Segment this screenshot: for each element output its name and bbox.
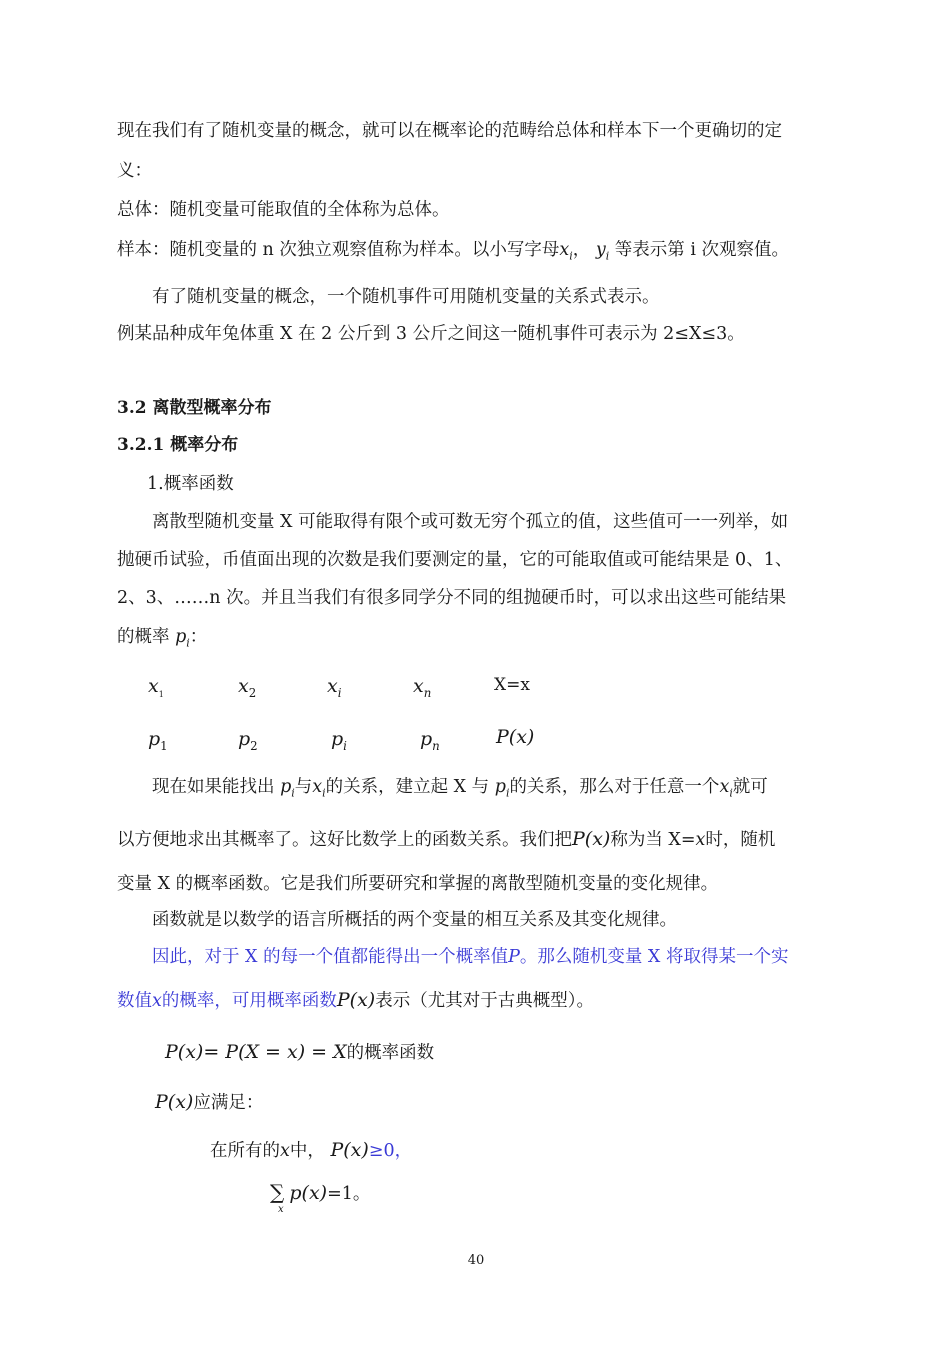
condition-sum xyxy=(270,1180,371,1215)
math-Px: P(x) xyxy=(330,1139,369,1161)
paragraph-line: 有了随机变量的概念，一个随机事件可用随机变量的关系式表示。 xyxy=(152,287,660,307)
math-xi: $x_i$ xyxy=(312,777,326,800)
text-span: 时，随机 xyxy=(705,830,776,850)
paragraph-line xyxy=(152,945,788,969)
text-span: 就可 xyxy=(732,777,768,797)
subsection-heading: 3.2.1 概率分布 xyxy=(117,435,239,455)
math-yi: $y_i$ xyxy=(595,240,610,263)
table-cell: $x_2$ xyxy=(238,675,257,700)
text-span: 称为当 X= xyxy=(610,830,696,850)
paragraph-line: 总体：随机变量可能取值的全体称为总体。 xyxy=(117,200,450,220)
list-item: 1.概率函数 xyxy=(147,474,234,494)
table-cell: $p_n$ xyxy=(420,728,440,753)
table-cell: $p_1$ xyxy=(148,728,168,753)
text-span: 因此，对于 X 的每一个值都能得出一个概率值 xyxy=(152,947,509,967)
table-cell: X=x xyxy=(494,675,530,695)
formula-line xyxy=(155,1090,263,1115)
math-x: x xyxy=(280,1141,290,1161)
text-span: 等表示第 i 次观察值。 xyxy=(614,240,789,260)
table-cell: P(x) xyxy=(496,726,535,748)
text-span: =1。 xyxy=(327,1184,371,1204)
text-span: 与 xyxy=(294,777,313,797)
math-Px: P(x) xyxy=(336,989,376,1011)
page-number: 40 xyxy=(467,1253,485,1268)
paragraph-line: 2、3、……n 次。并且当我们有很多同学分不同的组抛硬币时，可以求出这些可能结果 xyxy=(117,588,787,608)
text-span: 表示（尤其对于古典概型）。 xyxy=(375,991,594,1011)
math-P: P xyxy=(508,947,520,967)
paragraph-line: 义： xyxy=(117,161,152,181)
text-span: 的概率，可用概率函数 xyxy=(161,991,337,1011)
paragraph-line: 离散型随机变量 X 可能取得有限个或可数无穷个孤立的值，这些值可一一列举，如 xyxy=(152,512,789,532)
table-cell: $x_1$ xyxy=(148,675,164,699)
math-x: x xyxy=(152,991,162,1011)
math-pi: $p_i$ xyxy=(494,777,510,800)
paragraph-line xyxy=(152,775,768,806)
paragraph-line: 例某品种成年兔体重 X 在 2 公斤到 3 公斤之间这一随机事件可表示为 2≤X≤3。 xyxy=(117,324,745,344)
condition-line xyxy=(210,1138,412,1163)
text-span: 的关系，那么对于任意一个 xyxy=(509,777,720,797)
text-span: 的关系，建立起 X 与 xyxy=(325,777,490,797)
sum-symbol: ∑ x xyxy=(270,1180,285,1215)
text-span: 以方便地求出其概率了。这好比数学上的函数关系。我们把 xyxy=(117,830,572,850)
text-span: ≥0， xyxy=(368,1141,413,1161)
math-Px: P(x) xyxy=(572,828,611,850)
math-px: p(x) xyxy=(289,1182,328,1204)
paragraph-line xyxy=(117,827,775,852)
text-span: 样本：随机变量的 n 次独立观察值称为样本。以小写字母 xyxy=(117,240,560,260)
table-cell: $x_n$ xyxy=(413,675,432,700)
math-pi: $p_i$ xyxy=(175,627,190,650)
table-cell: $x_i$ xyxy=(327,675,342,700)
table-cell: $p_i$ xyxy=(331,728,347,753)
text-span: 的概率 xyxy=(117,627,170,647)
paragraph-line: 的概率 $p_i$： xyxy=(117,627,208,650)
paragraph-line: 现在我们有了随机变量的概念，就可以在概率论的范畴给总体和样本下一个更确切的定 xyxy=(117,121,782,141)
paragraph-line: 样本：随机变量的 n 次独立观察值称为样本。以小写字母$x_i$， $y_i$ 等表示第 i 次观察值。 xyxy=(117,240,789,263)
text-span: 在所有的 xyxy=(210,1141,280,1161)
formula: P(x)= P(X = x) = X xyxy=(165,1041,347,1063)
table-cell: $p_2$ xyxy=(238,728,258,753)
text-span: 。那么随机变量 X 将取得某一个实 xyxy=(519,947,789,967)
text-span: 的概率函数 xyxy=(346,1043,435,1063)
text-span: 现在如果能找出 xyxy=(152,777,275,797)
paragraph-line xyxy=(117,988,594,1013)
paragraph-line: 函数就是以数学的语言所概括的两个变量的相互关系及其变化规律。 xyxy=(152,910,677,930)
math-Px: P(x) xyxy=(155,1091,194,1113)
text-span: 应满足： xyxy=(193,1093,264,1113)
math-x: x xyxy=(695,830,706,850)
paragraph-line: 变量 X 的概率函数。它是我们所要研究和掌握的离散型随机变量的变化规律。 xyxy=(117,874,719,894)
math-xi: $x_i$ xyxy=(719,777,733,800)
formula-line xyxy=(165,1040,434,1065)
math-xi: $x_i$ xyxy=(559,240,573,263)
paragraph-line: 抛硬币试验，币值面出现的次数是我们要测定的量，它的可能取值或可能结果是 0、1、 xyxy=(117,550,793,570)
text-span: 数值 xyxy=(117,991,152,1011)
section-heading: 3.2 离散型概率分布 xyxy=(117,398,272,418)
text-span: 中， xyxy=(289,1141,325,1161)
math-pi: $p_i$ xyxy=(280,777,295,800)
